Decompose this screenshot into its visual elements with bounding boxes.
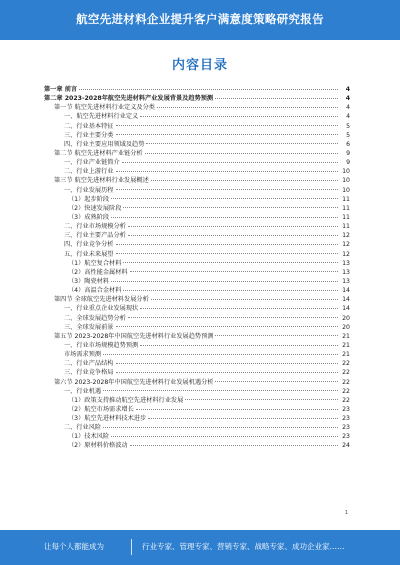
toc-entry-page: 22 — [342, 387, 350, 395]
toc-entry[interactable] — [44, 85, 350, 94]
toc-entry-page: 10 — [342, 168, 350, 176]
toc-entry-page: 22 — [342, 360, 350, 368]
toc-entry-text: 第二节 航空先进材料产业链分析 — [54, 149, 143, 157]
toc-entry[interactable] — [44, 176, 350, 185]
toc-leader-dots — [130, 445, 338, 446]
toc-leader-dots — [215, 381, 338, 382]
page-number: 1 — [344, 510, 348, 516]
toc-entry-text: （1）航空复合材料 — [68, 259, 122, 267]
toc-entry-page: 5 — [346, 131, 350, 139]
toc-entry-text: 三、行业主要分类 — [64, 131, 114, 139]
toc-entry-page: 20 — [342, 323, 350, 331]
toc-leader-dots — [123, 262, 338, 263]
toc-entry-text: 二、行业市场规模分析 — [64, 223, 126, 231]
toc-entry[interactable] — [44, 432, 350, 441]
toc-entry-page: 23 — [342, 405, 350, 413]
toc-leader-dots — [130, 271, 338, 272]
toc-entry[interactable] — [44, 387, 350, 396]
toc-entry-text: 一、行业产业链简介 — [64, 159, 120, 167]
toc-entry-text: （2）快速发展阶段 — [68, 204, 122, 212]
toc-entry-text: 一、行业机遇 — [64, 387, 102, 395]
toc-entry[interactable] — [44, 423, 350, 432]
toc-entry-page: 13 — [342, 268, 350, 276]
toc-entry-page: 4 — [345, 95, 350, 103]
toc-entry[interactable] — [44, 213, 350, 222]
toc-entry[interactable] — [44, 222, 350, 231]
toc-entry-text: （1）起步阶段 — [68, 195, 110, 203]
toc-entry-text: 第五节 2023-2028年中国航空先进材料行业发展趋势预测 — [54, 332, 214, 340]
toc-leader-dots — [157, 107, 338, 108]
toc-leader-dots — [128, 317, 338, 318]
toc-leader-dots — [128, 226, 338, 227]
toc-entry[interactable] — [44, 94, 350, 103]
toc-entry[interactable] — [44, 414, 350, 423]
toc-entry-text: （2）高性能金属材料 — [68, 268, 128, 276]
toc-entry-text: 一、行业重点企业发展现状 — [64, 305, 139, 313]
toc-leader-dots — [215, 98, 338, 99]
toc-entry-page: 14 — [342, 305, 350, 313]
toc-leader-dots — [116, 244, 339, 245]
toc-entry-page: 23 — [342, 433, 350, 441]
toc-entry[interactable] — [44, 286, 350, 295]
toc-entry-page: 22 — [342, 396, 350, 404]
toc-entry-text: 四、行业竞争分析 — [64, 241, 114, 249]
footer-divider — [131, 539, 132, 555]
toc-leader-dots — [111, 281, 338, 282]
toc-entry-page: 13 — [342, 277, 350, 285]
toc-entry-text: 二、行业上游行业 — [64, 168, 114, 176]
toc-leader-dots — [140, 308, 338, 309]
toc-entry-text: （3）航空先进材料技术进步 — [68, 415, 147, 423]
toc-entry-text: 三、行业主要产品分析 — [64, 232, 126, 240]
toc-entry-page: 21 — [342, 351, 350, 359]
footer-tagline: 行业专家、管理专家、营销专家、战略专家、成功企业家…… — [142, 542, 345, 551]
toc-entry[interactable] — [44, 231, 350, 240]
toc-entry-page: 12 — [342, 250, 350, 258]
toc-entry-text: （2）原材料价格波动 — [68, 442, 128, 450]
toc-entry-text: 第三节 航空先进材料行业发展概述 — [54, 177, 149, 185]
toc-entry-page: 22 — [342, 369, 350, 377]
toc-leader-dots — [151, 299, 338, 300]
toc-entry[interactable] — [44, 378, 350, 387]
toc-entry[interactable] — [44, 268, 350, 277]
toc-leader-dots — [103, 427, 338, 428]
toc-entry[interactable] — [44, 240, 350, 249]
toc-leader-dots — [151, 180, 338, 181]
toc-entry-page: 6 — [346, 140, 350, 148]
toc-leader-dots — [145, 153, 338, 154]
toc-entry-text: （1）技术风险 — [68, 433, 110, 441]
toc-entry[interactable] — [44, 368, 350, 377]
toc-entry-page: 22 — [342, 378, 350, 386]
toc-entry-text: 二、行业基本特征 — [64, 122, 114, 130]
toc-entry-text: 二、行业产品结构 — [64, 360, 114, 368]
toc-entry-text: 二、行业风险 — [64, 424, 102, 432]
toc-leader-dots — [122, 162, 338, 163]
toc-entry-page: 13 — [342, 259, 350, 267]
toc-entry-page: 11 — [342, 195, 350, 203]
toc-leader-dots — [116, 253, 339, 254]
toc-leader-dots — [116, 171, 339, 172]
toc-entry[interactable] — [44, 122, 350, 131]
toc-heading: 内容目录 — [171, 58, 228, 73]
toc-entry[interactable] — [44, 186, 350, 195]
toc-entry-text: 二、全球发展趋势分析 — [64, 314, 126, 322]
toc-entry-text: 第四节 全球航空先进材料发展分析 — [54, 296, 149, 304]
toc-entry-page: 4 — [346, 113, 350, 121]
toc-entry[interactable] — [44, 441, 350, 450]
toc-entry-text: 四、行业主要应用领域及趋势 — [64, 140, 145, 148]
toc-entry-text: （1）政策支持推动航空先进材料行业发展 — [68, 396, 184, 404]
toc-entry-page: 11 — [342, 204, 350, 212]
toc-entry-page: 21 — [342, 332, 350, 340]
toc-entry[interactable] — [44, 396, 350, 405]
toc-entry-page: 9 — [346, 159, 350, 167]
toc-leader-dots — [136, 409, 338, 410]
toc-entry[interactable] — [44, 341, 350, 350]
toc-entry-text: （4）高温合金材料 — [68, 287, 122, 295]
toc-entry[interactable] — [44, 158, 350, 167]
toc-entry-text: 三、行业竞争格局 — [64, 369, 114, 377]
toc-entry[interactable] — [44, 277, 350, 286]
toc-leader-dots — [111, 198, 338, 199]
toc-entry-page: 12 — [342, 232, 350, 240]
toc-entry-text: 第六节 2023-2028年中国航空先进材料行业发展机遇分析 — [54, 378, 214, 386]
toc-entry-page: 14 — [342, 287, 350, 295]
toc-entry-text: （3）陶瓷材料 — [68, 277, 110, 285]
toc-entry[interactable] — [44, 314, 350, 323]
toc-entry[interactable] — [44, 323, 350, 332]
toc-entry[interactable] — [44, 103, 350, 112]
toc-leader-dots — [116, 363, 339, 364]
toc-entry[interactable] — [44, 204, 350, 213]
toc-leader-dots — [111, 436, 338, 437]
toc-entry-text: 市场需求预测 — [64, 351, 102, 359]
toc-entry-page: 10 — [342, 186, 350, 194]
toc-leader-dots — [185, 399, 338, 400]
toc-entry[interactable] — [44, 304, 350, 313]
toc-entry-page: 14 — [342, 296, 350, 304]
toc-leader-dots — [116, 134, 339, 135]
toc-leader-dots — [111, 217, 338, 218]
toc-entry-page: 21 — [342, 341, 350, 349]
toc-leader-dots — [103, 354, 338, 355]
toc-leader-dots — [123, 207, 338, 208]
toc-entry-text: （2）航空市场需求增长 — [68, 405, 134, 413]
toc-entry-page: 12 — [342, 241, 350, 249]
toc-entry-page: 10 — [342, 177, 350, 185]
toc-entry-page: 23 — [342, 415, 350, 423]
toc-entry-text: （3）成熟阶段 — [68, 213, 110, 221]
toc-entry[interactable] — [44, 167, 350, 176]
toc-entry-page: 20 — [342, 314, 350, 322]
toc-entry[interactable] — [44, 250, 350, 259]
table-of-contents — [44, 85, 350, 451]
toc-entry-text: 第一节 航空先进材料行业定义及分类 — [54, 104, 155, 112]
toc-entry[interactable] — [44, 295, 350, 304]
report-title: 航空先进材料企业提升客户满意度策略研究报告 — [76, 12, 324, 26]
toc-leader-dots — [146, 143, 338, 144]
toc-entry[interactable] — [44, 112, 350, 121]
toc-entry[interactable] — [44, 332, 350, 341]
toc-leader-dots — [116, 189, 339, 190]
toc-leader-dots — [103, 390, 338, 391]
footer-slogan: 让每个人都能成为 — [44, 542, 104, 551]
toc-entry-text: 一、航空先进材料行业定义 — [64, 113, 139, 121]
toc-entry-page: 11 — [342, 223, 350, 231]
toc-entry-text: 一、行业市场规模趋势预测 — [64, 341, 139, 349]
toc-leader-dots — [128, 235, 338, 236]
toc-leader-dots — [116, 125, 339, 126]
toc-leader-dots — [79, 89, 338, 90]
toc-entry[interactable] — [44, 195, 350, 204]
toc-leader-dots — [116, 372, 339, 373]
toc-entry[interactable] — [44, 359, 350, 368]
toc-leader-dots — [148, 418, 338, 419]
toc-entry-page: 4 — [345, 86, 350, 93]
toc-leader-dots — [215, 335, 338, 336]
toc-leader-dots — [140, 116, 338, 117]
toc-entry[interactable] — [44, 131, 350, 140]
toc-leader-dots — [116, 326, 339, 327]
toc-entry-page: 24 — [342, 442, 350, 450]
toc-entry[interactable] — [44, 405, 350, 414]
toc-entry-page: 23 — [342, 424, 350, 432]
toc-entry[interactable] — [44, 149, 350, 158]
toc-leader-dots — [123, 290, 338, 291]
toc-entry[interactable] — [44, 259, 350, 268]
toc-entry[interactable] — [44, 350, 350, 359]
toc-entry[interactable] — [44, 140, 350, 149]
page-header — [0, 0, 400, 40]
toc-entry-page: 5 — [346, 122, 350, 130]
toc-entry-text: 五、行业未来展望 — [64, 250, 114, 258]
toc-entry-page: 9 — [346, 149, 350, 157]
toc-entry-text: 第一章 前言 — [44, 86, 78, 93]
toc-leader-dots — [140, 345, 338, 346]
page-footer — [0, 530, 400, 565]
toc-entry-page: 4 — [346, 104, 350, 112]
toc-entry-text: 一、行业发展历程 — [64, 186, 114, 194]
toc-entry-text: 三、全球发展前景 — [64, 323, 114, 331]
toc-entry-page: 11 — [342, 213, 350, 221]
toc-entry-text: 第二章 2023-2028年航空先进材料产业发展背景及趋势预测 — [44, 95, 214, 103]
